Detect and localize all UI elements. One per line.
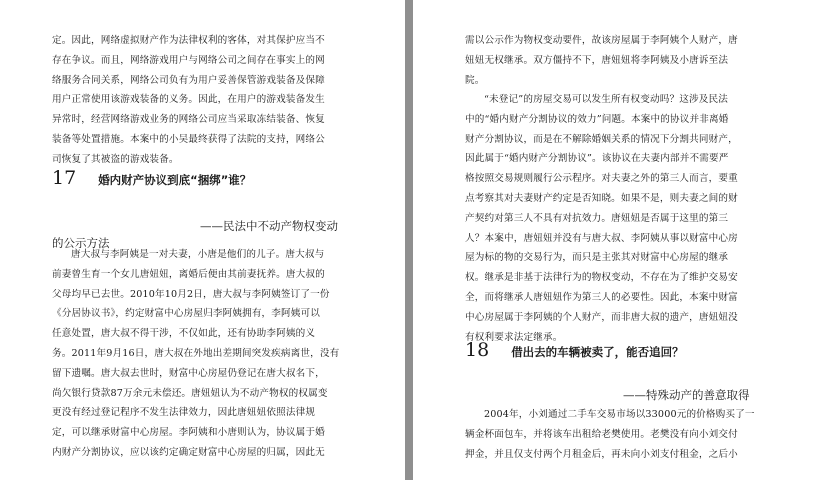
right-paragraph-3 (465, 405, 765, 464)
text-line: 财产分割协议，而是在不解除婚姻关系的情况下分割共同财产， (465, 133, 738, 145)
text-line: 押金，并且仅支付两个月租金后，再未向小刘支付租金，之后小 (465, 448, 738, 460)
text-line: 定，可以继承财富中心房屋。李阿姨和小唐则认为，协议属于婚 (52, 427, 325, 439)
text-line: 唐大叔与李阿姨是一对夫妻，小唐是他们的儿子。唐大叔与 (71, 249, 325, 260)
text-line: 有权利要求法定继承。 (465, 331, 563, 343)
text-line: 更没有经过登记程序不发生法律效力，因此唐妞妞依照法律规 (52, 407, 316, 419)
section-subtitle: ——民法中不动产物权变动 (200, 219, 338, 233)
text-line: 络服务合同关系，网络公司负有为用户妥善保管游戏装备及保障 (52, 74, 325, 86)
left-paragraph-1 (52, 31, 358, 170)
text-line: 司恢复了其被盗的游戏装备。 (52, 153, 179, 165)
section-heading-18 (465, 339, 684, 361)
text-line: 妞妞无权继承。双方僵持不下，唐妞妞将李阿姨及小唐诉至法 (465, 54, 729, 66)
right-page (413, 0, 819, 480)
text-line: 点考察其对夫妻财产约定是否知晓。如果不是，则夫妻之间的财 (465, 192, 738, 204)
text-line: 存在争议。而且，网络游戏用户与网络公司之间存在事实上的网 (52, 54, 325, 66)
text-line: 中的“婚内财产分割协议的效力”问题。本案中的协议并非离婚 (465, 113, 729, 125)
text-line: 用户正常使用该游戏装备的义务。因此，在用户的游戏装备发生 (52, 94, 325, 106)
text-line: 装备等处置措施。本案中的小吴最终获得了法院的支持，网络公 (52, 133, 325, 145)
text-line: 人？本案中，唐妞妞并没有与唐大叔、李阿姨从事以财富中心房 (465, 232, 738, 244)
section-subtitle: ——特殊动产的善意取得 (623, 388, 750, 402)
section-subtitle-continued: 的公示方法 (52, 236, 110, 250)
text-line: 辆金杯面包车，并将该车出租给老樊使用。老樊没有向小刘交付 (465, 428, 738, 440)
book-gutter (405, 0, 413, 480)
text-line: 任意处置，唐大叔不得干涉，不仅如此，还有协助李阿姨的义 (52, 328, 316, 340)
text-line: 因此属于“婚内财产分割协议”。该协议在夫妻内部并不需要严 (465, 153, 729, 165)
section-number: 17 (52, 167, 77, 189)
text-line: 屋为标的物的交易行为，而只是主张其对财富中心房屋的继承 (465, 252, 729, 264)
right-paragraph-1 (465, 31, 765, 90)
section-heading-17 (52, 167, 251, 189)
text-line: 全，而将继承人唐妞妞作为第三人的必要性。因此，本案中财富 (465, 291, 738, 303)
text-line: 异常时，经营网络游戏业务的网络公司应当采取冻结装备、恢复 (52, 114, 325, 126)
text-line: 务。2011年9月16日，唐大叔在外地出差期间突发疾病离世，没有 (52, 347, 340, 359)
text-line: “未登记”的房屋交易可以发生所有权变动吗？这涉及民法 (484, 94, 728, 105)
section-title: 借出去的车辆被卖了，能否追回？ (511, 345, 684, 359)
text-line: 定。因此，网络虚拟财产作为法律权利的客体，对其保护应当不 (52, 35, 325, 46)
section-number: 18 (465, 339, 490, 361)
text-line: 中心房屋属于李阿姨的个人财产，而非唐大叔的遗产，唐妞妞没 (465, 311, 738, 323)
text-line: 2004年，小刘通过二手车交易市场以33000元的价格购买了一 (484, 409, 755, 420)
right-paragraph-2 (465, 90, 765, 347)
text-line: 产契约对第三人不具有对抗效力。唐妞妞是否属于这里的第三 (465, 212, 729, 224)
text-line: 父母均早已去世。2010年10月2日，唐大叔与李阿姨签订了一份 (52, 288, 330, 300)
left-page (0, 0, 405, 480)
text-line: 格按照交易规则履行公示程序。对夫妻之外的第三人而言，要重 (465, 173, 738, 185)
text-line: 权。继承是非基于法律行为的物权变动，不存在为了维护交易安 (465, 272, 738, 284)
text-line: 前妻曾生育一个女儿唐妞妞，离婚后便由其前妻抚养。唐大叔的 (52, 268, 325, 280)
text-line: 院。 (465, 74, 485, 86)
text-line: 留下遗嘱。唐大叔去世时，财富中心房屋仍登记在唐大叔名下， (52, 367, 325, 379)
left-paragraph-2 (52, 245, 358, 463)
text-line: 需以公示作为物权变动要件，故该房屋属于李阿姨个人财产，唐 (465, 35, 738, 46)
text-line: 《分居协议书》，约定财富中心房屋归李阿姨拥有，李阿姨可以 (52, 308, 321, 320)
text-line: 内财产分割协议，应以该约定确定财富中心房屋的归属，因此无 (52, 446, 325, 458)
section-title: 婚内财产协议到底“捆绑”谁？ (98, 173, 252, 187)
text-line: 尚欠银行贷款87万余元未偿还。唐妞妞认为不动产物权的权属变 (52, 387, 328, 399)
